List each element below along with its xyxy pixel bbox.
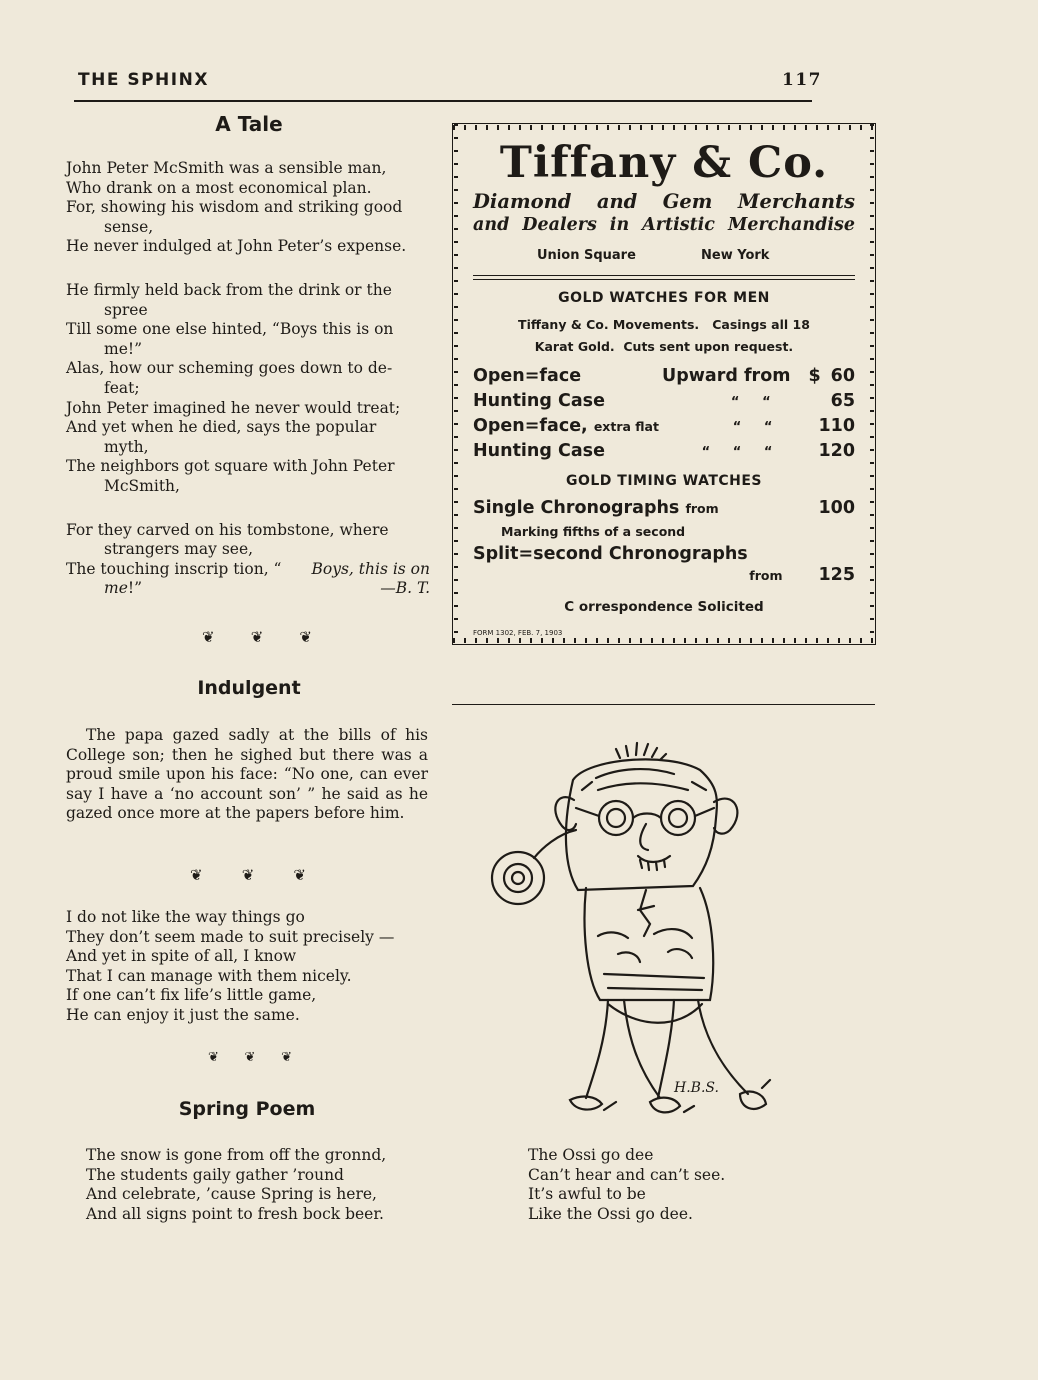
ad-item-label: Single Chronographs xyxy=(473,498,680,518)
poem-line: Like the Ossi go dee. xyxy=(528,1204,693,1223)
ad-form-number: FORM 1302, FEB. 7, 1903 xyxy=(473,629,563,637)
poem-line: sense, xyxy=(104,217,154,236)
ad-item-note: Marking fifths of a second xyxy=(501,524,686,539)
poem-line: For, showing his wisdom and striking good xyxy=(66,198,403,217)
running-title: THE SPHINX xyxy=(78,70,209,90)
poem-line: That I can manage with them nicely. xyxy=(66,966,352,985)
poem-line: It’s awful to be xyxy=(528,1185,646,1204)
ad-item-ditto: “ “ “ xyxy=(701,445,773,460)
ad-item-name xyxy=(473,498,719,518)
spring-poem xyxy=(86,1146,446,1224)
page-number: 117 xyxy=(782,70,822,90)
header-rule xyxy=(74,100,812,102)
caricature-illustration xyxy=(478,738,778,1128)
ad-item-extra: extra flat xyxy=(593,419,659,434)
ad-border-ticks-top xyxy=(453,125,875,130)
illustrator-signature: H.B.S. xyxy=(674,1080,719,1096)
ad-border-ticks-bottom xyxy=(453,638,875,643)
ad-item-price: 110 xyxy=(818,416,855,436)
fleuron-icon: ❦ xyxy=(281,1050,292,1065)
ad-price-row xyxy=(473,565,855,585)
poem-line: myth, xyxy=(104,437,149,456)
ad-tagline: and Dealers in Artistic Merchandise xyxy=(473,215,855,235)
poem-line: spree xyxy=(104,300,148,319)
fleuron-icon: ❦ xyxy=(208,1050,219,1065)
poem-line: And yet when he died, says the popular xyxy=(66,418,377,437)
ad-border-ticks-left xyxy=(454,124,458,644)
poem-line: strangers may see, xyxy=(104,540,254,559)
poem-line: Can’t hear and can’t see. xyxy=(528,1165,726,1184)
poem-line: And celebrate, ’cause Spring is here, xyxy=(86,1185,377,1204)
fleuron-icon: ❦ xyxy=(244,1050,256,1065)
short-verse xyxy=(66,908,430,1026)
poem-line: John Peter McSmith was a sensible man, xyxy=(66,159,387,177)
poem-line: They don’t seem made to suit precisely — xyxy=(66,927,395,946)
ad-item-name: Split=second Chronographs xyxy=(473,544,748,564)
poem-fragment xyxy=(104,579,142,599)
ad-correspondence: C orrespondence Solicited xyxy=(564,599,764,615)
poem-line: The students gaily gather ’round xyxy=(86,1165,344,1184)
poem-fragment: !” xyxy=(127,579,143,598)
ad-tagline: Diamond and Gem Merchants xyxy=(473,190,855,213)
fleuron-icon: ❦ xyxy=(202,628,215,646)
ad-company-name: Tiffany & Co. xyxy=(499,138,829,188)
poem-line: Alas, how our scheming goes down to de- xyxy=(66,359,393,378)
fleuron-icon: ❦ xyxy=(250,628,264,646)
ad-item-price: 60 xyxy=(830,366,855,386)
fleuron-icon: ❦ xyxy=(190,866,203,884)
ad-divider xyxy=(473,279,855,280)
fleuron-icon: ❦ xyxy=(293,866,306,884)
poem-line: Till some one else hinted, “Boys this is on xyxy=(66,320,394,339)
fleuron-icon: ❦ xyxy=(241,866,255,884)
ad-item-name xyxy=(473,416,659,436)
poem-line: me!” xyxy=(104,339,143,358)
ad-item-note: Upward from xyxy=(661,366,791,386)
poem-line: He can enjoy it just the same. xyxy=(66,1005,300,1024)
ossi-poem xyxy=(528,1146,828,1224)
ad-price-row xyxy=(473,366,855,386)
fleuron-icon: ❦ xyxy=(299,628,312,646)
ad-item-name: Hunting Case xyxy=(473,441,605,461)
poem-line: feat; xyxy=(104,378,140,397)
tiffany-advertisement xyxy=(452,123,876,645)
indulgent-title: Indulgent xyxy=(197,677,301,699)
poem-fragment: The touching inscrip tion, “ xyxy=(66,559,282,578)
poem-line: I do not like the way things go xyxy=(66,908,305,926)
poem-line: McSmith, xyxy=(104,476,180,495)
ad-section-heading: GOLD WATCHES FOR MEN xyxy=(558,290,770,306)
indulgent-text: The papa gazed sadly at the bills of his College son; then he sighed but there was a proud smile upon his face: “No one, can ever say I have a ‘no account son’ ” he said as he gazed once more at the papers before him. xyxy=(66,726,428,823)
poem-fragment: me xyxy=(104,579,128,598)
poem-line xyxy=(66,579,430,599)
poem-line: Who drank on a most economical plan. xyxy=(66,178,372,197)
ad-item-price: 100 xyxy=(818,498,855,518)
ad-item-price: 125 xyxy=(818,565,855,585)
ad-divider xyxy=(473,275,855,276)
ornament-divider xyxy=(208,1050,292,1065)
ad-item-label: Open=face, xyxy=(473,416,588,436)
spring-title: Spring Poem xyxy=(178,1098,316,1120)
poem-line: The neighbors got square with John Peter xyxy=(66,457,395,476)
poem-line: If one can’t fix life’s little game, xyxy=(66,986,317,1005)
poem-line: He firmly held back from the drink or the xyxy=(66,280,392,299)
ad-item-from: from xyxy=(685,501,719,516)
tale-poem xyxy=(66,159,430,623)
ad-item-price: 65 xyxy=(830,391,855,411)
ad-address-left: Union Square xyxy=(537,248,636,263)
ad-price-row xyxy=(473,441,855,461)
ad-item-from: from xyxy=(749,568,783,583)
poem-line xyxy=(66,560,430,580)
ad-price-row xyxy=(473,416,855,436)
poem-line: The snow is gone from off the gronnd, xyxy=(86,1146,387,1164)
poem-line: And all signs point to fresh bock beer. xyxy=(86,1204,384,1223)
ad-item-name: Open=face xyxy=(473,366,582,386)
poem-line: He never indulged at John Peter’s expense. xyxy=(66,237,407,256)
tale-signature: —B. T. xyxy=(380,579,430,598)
ad-item-ditto: “ “ xyxy=(732,420,773,435)
ornament-divider xyxy=(202,628,312,646)
ad-address-right: New York xyxy=(701,248,770,263)
right-column-divider xyxy=(452,704,875,705)
ad-item-ditto: “ “ xyxy=(730,395,771,410)
ad-item-price: 120 xyxy=(818,441,855,461)
ad-description: Tiffany & Co. Movements. Casings all 18 xyxy=(518,317,810,332)
ad-section-heading: GOLD TIMING WATCHES xyxy=(565,473,763,489)
poem-fragment: Boys, this is on xyxy=(311,559,430,578)
ad-price-row xyxy=(473,498,855,518)
ad-item-name: Hunting Case xyxy=(473,391,605,411)
ornament-divider xyxy=(190,866,306,884)
ad-price-row xyxy=(473,391,855,411)
ad-description: Karat Gold. Cuts sent upon request. xyxy=(534,339,794,354)
poem-line: John Peter imagined he never would treat; xyxy=(66,398,401,417)
tale-title: A Tale xyxy=(215,112,283,136)
ad-currency: $ xyxy=(808,366,821,386)
ad-border-ticks-right xyxy=(870,124,874,644)
poem-line: For they carved on his tombstone, where xyxy=(66,520,389,539)
poem-line: And yet in spite of all, I know xyxy=(66,947,297,966)
poem-line: The Ossi go dee xyxy=(528,1146,654,1164)
